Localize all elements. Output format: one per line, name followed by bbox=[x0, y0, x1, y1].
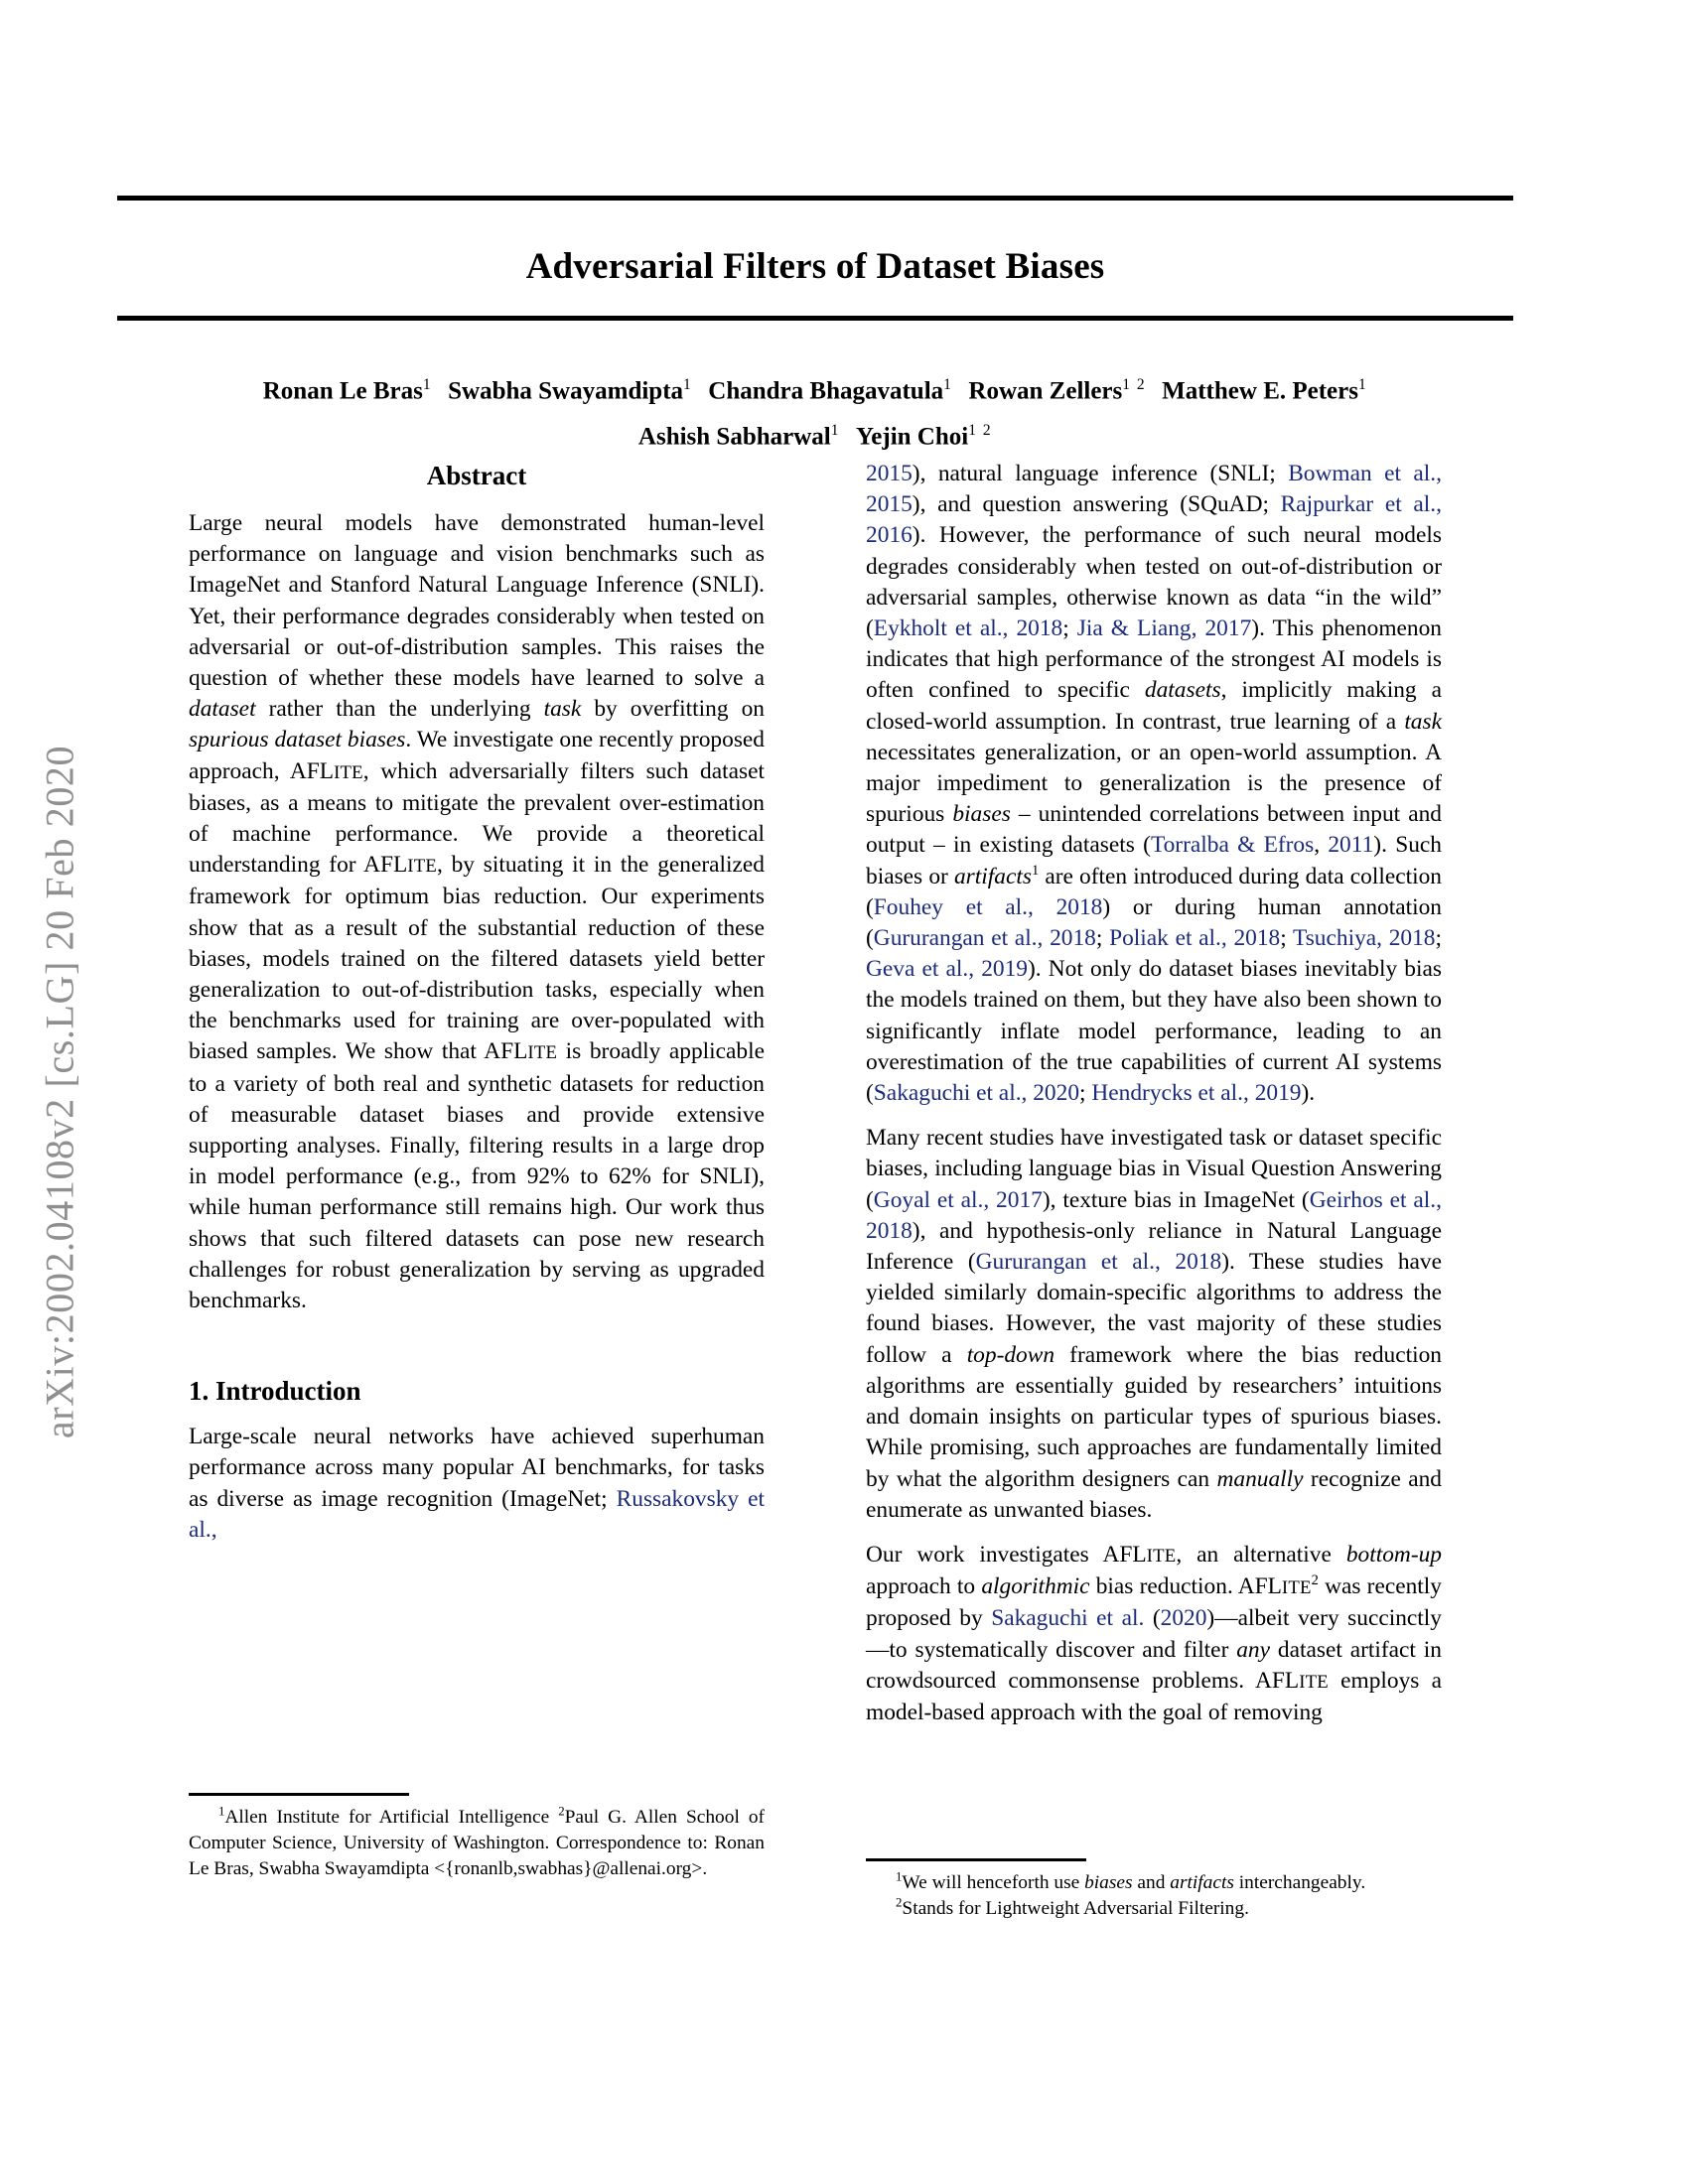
author-affiliation-marker: 1 bbox=[1357, 376, 1368, 393]
citation-link[interactable]: Fouhey et al., 2018 bbox=[873, 893, 1103, 920]
title-rule-bottom bbox=[117, 316, 1513, 321]
author-name: Matthew E. Peters bbox=[1162, 377, 1358, 405]
author-name: Chandra Bhagavatula bbox=[708, 377, 944, 405]
introduction-paragraph-2: Many recent studies have investigated task or dataset specific biases, including language bias in Visual Question Answering (Goyal et al., 2017), texture bias in ImageNet (Geirhos et al., 2018), and hypothesis-only reliance in Natural Language Inference (Gururangan et al., 2018). These studies have yielded similarly domain-specific algorithms to address the found biases. However, the vast majority of these studies follow a top-down framework where the bias reduction algorithms are essentially guided by researchers’ intuitions and domain insights on particular types of spurious biases. While promising, such approaches are fundamentally limited by what the algorithm designers can manually recognize and enumerate as unwanted biases. bbox=[866, 1125, 1442, 1523]
citation-link[interactable]: 2016 bbox=[866, 522, 913, 549]
footnote-1-text: $^1$We will henceforth use biases and artifacts interchangeably. bbox=[896, 1869, 1366, 1893]
citation-link[interactable]: Eykholt et al., 2018 bbox=[873, 615, 1063, 642]
footnote-marker: 1 bbox=[1031, 862, 1040, 879]
citation-link[interactable]: Russakovsky et al., bbox=[189, 1485, 765, 1543]
title-rule-top bbox=[117, 196, 1513, 201]
footnote-affiliations: $^1$Allen Institute for Artificial Intelligence $^2$Paul G. Allen School of Computer Science, University of Washington. Correspondence to: Ronan Le Bras, Swabha Swayamdipta <{ronanlb,swabhas}@allenai.org>. bbox=[189, 1804, 765, 1879]
emphasis-text: artifacts bbox=[953, 863, 1032, 889]
emphasis-text: manually bbox=[1216, 1465, 1304, 1492]
citation-link[interactable]: Sakaguchi et al. bbox=[991, 1605, 1145, 1632]
introduction-paragraph-3: Our work investigates AFLITE, an alternative bottom-up approach to algorithmic bias reduction. AFLITE$^2$ was recently proposed by Sakaguchi et al. (2020)—albeit very succinctly—to systematically discover and filter any dataset artifact in crowdsourced commonsense problems. AFLITE employs a model-based approach with the goal of removing bbox=[866, 1541, 1443, 1725]
citation-link[interactable]: Gururangan et al., 2018 bbox=[975, 1249, 1222, 1276]
citation-link[interactable]: Tsuchiya, 2018 bbox=[1293, 925, 1436, 952]
aflite-term: AFLITE bbox=[484, 1038, 558, 1065]
author-affiliation-marker: 1 2 bbox=[968, 422, 993, 440]
arxiv-identifier-stamp bbox=[0, 0, 119, 2184]
footnote-block-left bbox=[189, 1793, 765, 1882]
column-right bbox=[866, 459, 1442, 1728]
footnote-2-text: $^2$Stands for Lightweight Adversarial Filtering. bbox=[896, 1895, 1249, 1919]
author-name: Swabha Swayamdipta bbox=[448, 377, 684, 405]
author-name: Rowan Zellers bbox=[968, 377, 1123, 405]
author-affiliation-marker: 1 bbox=[683, 376, 693, 393]
aflite-term: AFLITE bbox=[363, 852, 437, 879]
page-title: Adversarial Filters of Dataset Biases bbox=[525, 245, 1105, 287]
aflite-term: AFLITE bbox=[1255, 1667, 1329, 1694]
emphasis-text: spurious dataset biases bbox=[189, 727, 406, 753]
citation-link[interactable]: 2015 bbox=[866, 461, 913, 486]
aflite-term: AFLITE bbox=[1102, 1541, 1177, 1568]
citation-link[interactable]: Geirhos et al., 2018 bbox=[866, 1186, 1442, 1244]
emphasis-text: biases bbox=[1084, 1871, 1133, 1893]
introduction-paragraph-1-part-left: Large-scale neural networks have achieved superhuman performance across many popular AI benchmarks, for tasks as diverse as image recognition (ImageNet; Russakovsky et al., bbox=[189, 1424, 765, 1543]
footnote-separator-rule bbox=[189, 1793, 409, 1796]
introduction-heading: 1. Introduction bbox=[189, 1376, 361, 1407]
author-list bbox=[117, 365, 1513, 458]
abstract-body: Large neural models have demonstrated human-level performance on language and vision benchmarks such as ImageNet and Stanford Natural Language Inference (SNLI). Yet, their performance degrades considerably when tested on adversarial or out-of-distribution samples. This raises the question of whether these models have learned to solve a dataset rather than the underlying task by overfitting on spurious dataset biases. We investigate one recently proposed approach, AFLITE, which adversarially filters such dataset biases, as a means to mitigate the prevalent over-estimation of machine performance. We provide a theoretical understanding for AFLITE, by situating it in the generalized framework for optimum bias reduction. Our experiments show that as a result of the substantial reduction of these biases, models trained on the filtered datasets yield better generalization to out-of-distribution tasks, especially when the benchmarks used for training are over-populated with biased samples. We show that AFLITE is broadly applicable to a variety of both real and synthetic datasets for reduction of measurable dataset biases and provide extensive supporting analyses. Finally, filtering results in a large drop in model performance (e.g., from 92% to 62% for SNLI), while human performance still remains high. Our work thus shows that such filtered datasets can pose new research challenges for robust generalization by serving as upgraded benchmarks. bbox=[189, 510, 765, 1314]
smallcaps-suffix: ITE bbox=[527, 1042, 558, 1064]
emphasis-text: top-down bbox=[966, 1341, 1055, 1368]
citation-link[interactable]: Gururangan et al., 2018 bbox=[873, 925, 1096, 952]
author-affiliation-marker: 1 2 bbox=[1122, 376, 1147, 393]
footnote-marker: 2 bbox=[896, 1895, 903, 1910]
author-line-1 bbox=[117, 365, 1513, 411]
author-name: Ashish Sabharwal bbox=[637, 423, 831, 451]
footnote-separator-rule bbox=[866, 1858, 1086, 1861]
abstract-heading: Abstract bbox=[426, 461, 527, 490]
arxiv-stamp-text: arXiv:2002.04108v2 [cs.LG] 20 Feb 2020 bbox=[37, 745, 82, 1439]
author-affiliation-marker: 1 bbox=[422, 376, 433, 393]
citation-link[interactable]: Bowman et al., bbox=[1288, 461, 1442, 486]
emphasis-text: task bbox=[543, 696, 582, 723]
citation-link[interactable]: Goyal et al., 2017 bbox=[873, 1186, 1043, 1213]
emphasis-text: artifacts bbox=[1170, 1871, 1234, 1893]
column-left bbox=[189, 459, 765, 1546]
emphasis-text: any bbox=[1236, 1636, 1271, 1663]
emphasis-text: biases bbox=[952, 801, 1011, 828]
introduction-paragraph-1-part-right: 2015), natural language inference (SNLI; Bowman et al., 2015), and question answering (SQuAD; Rajpurkar et al., 2016). However, the performance of such neural models degrades considerably when tested on out-of-distribution or adversarial samples, otherwise known as data “in the wild” (Eykholt et al., 2018; Jia & Liang, 2017). This phenomenon indicates that high performance of the strongest AI models is often confined to specific datasets, implicitly making a closed-world assumption. In contrast, true learning of a task necessitates generalization, or an open-world assumption. A major impediment to generalization is the presence of spurious biases – unintended correlations between input and output – in existing datasets (Torralba & Efros, 2011). Such biases or artifacts$^1$ are often introduced during data collection (Fouhey et al., 2018) or during human annotation (Gururangan et al., 2018; Poliak et al., 2018; Tsuchiya, 2018; Geva et al., 2019). Not only do dataset biases inevitably bias the models trained on them, but they have also been shown to significantly inflate model performance, leading to an overestimation of the true capabilities of current AI systems (Sakaguchi et al., 2020; Hendrycks et al., 2019). bbox=[866, 461, 1443, 1107]
footnote-marker: 1 bbox=[896, 1869, 903, 1884]
author-name: Yejin Choi bbox=[855, 423, 969, 451]
paper-page bbox=[117, 0, 1513, 2184]
smallcaps-suffix: ITE bbox=[334, 761, 363, 783]
smallcaps-suffix: ITE bbox=[1299, 1671, 1329, 1693]
smallcaps-suffix: ITE bbox=[407, 856, 437, 878]
emphasis-text: datasets bbox=[1144, 677, 1221, 704]
author-affiliation-marker: 1 bbox=[830, 422, 840, 440]
footnote-marker: 1 bbox=[218, 1804, 225, 1819]
emphasis-text: dataset bbox=[189, 696, 256, 723]
citation-link[interactable]: Jia & Liang, 2017 bbox=[1076, 615, 1252, 642]
smallcaps-suffix: ITE bbox=[1281, 1577, 1312, 1599]
footnote-block-right bbox=[866, 1858, 1442, 1922]
citation-link[interactable]: Poliak et al., 2018 bbox=[1109, 925, 1281, 952]
citation-link[interactable]: 2020 bbox=[1160, 1605, 1207, 1632]
citation-link[interactable]: Hendrycks et al., 2019 bbox=[1091, 1080, 1302, 1107]
author-line-2 bbox=[117, 411, 1513, 457]
smallcaps-suffix: ITE bbox=[1146, 1545, 1177, 1567]
citation-link[interactable]: 2015 bbox=[866, 491, 913, 518]
section-spacer bbox=[189, 1330, 765, 1374]
footnote-marker: 2 bbox=[1311, 1572, 1319, 1589]
author-name: Ronan Le Bras bbox=[262, 377, 423, 405]
citation-link[interactable]: Torralba & Efros bbox=[1150, 832, 1315, 859]
emphasis-text: task bbox=[1404, 708, 1442, 735]
author-affiliation-marker: 1 bbox=[943, 376, 953, 393]
emphasis-text: bottom-up bbox=[1345, 1541, 1442, 1568]
citation-link[interactable]: Geva et al., 2019 bbox=[866, 956, 1028, 983]
citation-link[interactable]: Sakaguchi et al., 2020 bbox=[873, 1080, 1080, 1107]
aflite-term: AFLITE bbox=[1237, 1573, 1312, 1600]
footnote-marker: 2 bbox=[558, 1804, 565, 1819]
aflite-term: AFLITE bbox=[289, 757, 363, 784]
emphasis-text: algorithmic bbox=[981, 1573, 1090, 1600]
citation-link[interactable]: Rajpurkar et al., bbox=[1280, 491, 1442, 518]
citation-link[interactable]: 2011 bbox=[1328, 832, 1374, 859]
